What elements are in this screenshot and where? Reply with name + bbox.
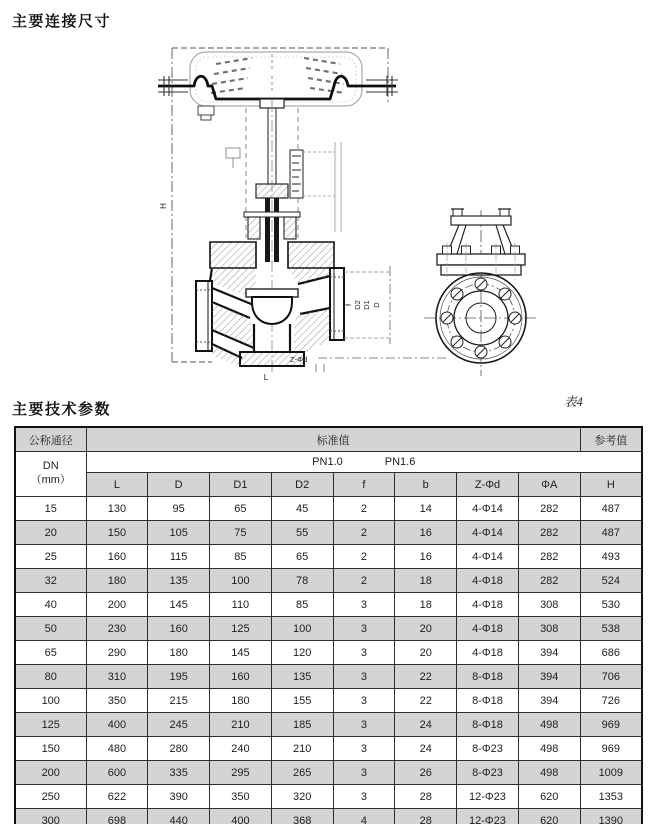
cell-value: 394 bbox=[518, 641, 580, 665]
dim-d1-label: D1 bbox=[362, 300, 371, 310]
cell-value: 2 bbox=[333, 497, 395, 521]
header-dn-unit: （mm） bbox=[30, 474, 71, 486]
cell-value: 20 bbox=[395, 617, 457, 641]
cell-value: 4-Φ18 bbox=[457, 593, 519, 617]
cell-value: 180 bbox=[210, 689, 272, 713]
table-tag: 表4 bbox=[564, 395, 583, 409]
table-row bbox=[15, 785, 642, 809]
cell-value: 16 bbox=[395, 545, 457, 569]
cell-value: 145 bbox=[210, 641, 272, 665]
table-body bbox=[15, 497, 642, 824]
cell-value: 110 bbox=[210, 593, 272, 617]
cell-value: 145 bbox=[148, 593, 210, 617]
cell-value: 498 bbox=[518, 737, 580, 761]
cell-value: 706 bbox=[580, 665, 642, 689]
cell-value: 125 bbox=[210, 617, 272, 641]
cell-value: 493 bbox=[580, 545, 642, 569]
cell-value: 480 bbox=[86, 737, 148, 761]
diaphragm-line bbox=[158, 76, 396, 99]
cell-value: 155 bbox=[271, 689, 333, 713]
cell-value: 215 bbox=[148, 689, 210, 713]
pn-right-label: PN1.6 bbox=[384, 456, 416, 468]
cell-value: 3 bbox=[333, 641, 395, 665]
table-row bbox=[15, 713, 642, 737]
cell-value: 4-Φ14 bbox=[457, 521, 519, 545]
cell-value: 1353 bbox=[580, 785, 642, 809]
section-title-connection: 主要连接尺寸 bbox=[12, 13, 112, 30]
cell-value: 130 bbox=[86, 497, 148, 521]
cell-value: 308 bbox=[518, 593, 580, 617]
cell-value: 290 bbox=[86, 641, 148, 665]
cell-value: 24 bbox=[395, 737, 457, 761]
cell-value: 160 bbox=[86, 545, 148, 569]
param-column-header: D bbox=[148, 473, 210, 497]
cell-value: 55 bbox=[271, 521, 333, 545]
cell-value: 195 bbox=[148, 665, 210, 689]
cell-value: 600 bbox=[86, 761, 148, 785]
cell-value: 4-Φ14 bbox=[457, 497, 519, 521]
cell-value: 3 bbox=[333, 713, 395, 737]
cell-value: 969 bbox=[580, 713, 642, 737]
param-column-header: L bbox=[86, 473, 148, 497]
table-row bbox=[15, 665, 642, 689]
cell-value: 4-Φ18 bbox=[457, 641, 519, 665]
cell-value: 282 bbox=[518, 569, 580, 593]
cell-value: 8-Φ18 bbox=[457, 713, 519, 737]
cell-value: 95 bbox=[148, 497, 210, 521]
table-row bbox=[15, 497, 642, 521]
cell-dn: 150 bbox=[15, 737, 86, 761]
table-row bbox=[15, 737, 642, 761]
header-row-params bbox=[15, 473, 642, 497]
cell-value: 1009 bbox=[580, 761, 642, 785]
cell-dn: 100 bbox=[15, 689, 86, 713]
param-column-header: ΦA bbox=[518, 473, 580, 497]
cell-value: 100 bbox=[210, 569, 272, 593]
cell-value: 85 bbox=[271, 593, 333, 617]
cell-value: 210 bbox=[210, 713, 272, 737]
header-nominal-diameter: 公称通径 bbox=[15, 427, 86, 452]
cell-value: 8-Φ18 bbox=[457, 665, 519, 689]
cell-value: 400 bbox=[86, 713, 148, 737]
cell-value: 538 bbox=[580, 617, 642, 641]
cell-value: 308 bbox=[518, 617, 580, 641]
cell-dn: 15 bbox=[15, 497, 86, 521]
section-title-parameters: 主要技术参数 bbox=[12, 401, 112, 418]
param-column-header: f bbox=[333, 473, 395, 497]
table-row bbox=[15, 545, 642, 569]
cell-value: 22 bbox=[395, 689, 457, 713]
cell-value: 28 bbox=[395, 809, 457, 824]
cell-value: 282 bbox=[518, 545, 580, 569]
actuator-springs bbox=[211, 58, 345, 93]
param-column-header: D1 bbox=[210, 473, 272, 497]
valve-front-view bbox=[158, 48, 448, 382]
cell-value: 240 bbox=[210, 737, 272, 761]
cell-value: 4-Φ18 bbox=[457, 569, 519, 593]
cell-value: 245 bbox=[148, 713, 210, 737]
table-row bbox=[15, 689, 642, 713]
cell-value: 135 bbox=[271, 665, 333, 689]
cell-value: 2 bbox=[333, 521, 395, 545]
cell-value: 3 bbox=[333, 617, 395, 641]
header-dn-text: DN bbox=[42, 460, 59, 473]
cell-value: 390 bbox=[148, 785, 210, 809]
cell-value: 45 bbox=[271, 497, 333, 521]
dim-d2-label: D2 bbox=[353, 300, 362, 310]
cell-value: 115 bbox=[148, 545, 210, 569]
cell-value: 18 bbox=[395, 593, 457, 617]
cell-value: 310 bbox=[86, 665, 148, 689]
cell-value: 440 bbox=[148, 809, 210, 824]
cell-value: 230 bbox=[86, 617, 148, 641]
cell-value: 85 bbox=[210, 545, 272, 569]
cell-value: 3 bbox=[333, 761, 395, 785]
cell-dn: 25 bbox=[15, 545, 86, 569]
dim-d-label: D bbox=[372, 302, 381, 308]
height-dim-label: H bbox=[159, 203, 168, 209]
header-dn bbox=[15, 452, 86, 497]
cell-dn: 125 bbox=[15, 713, 86, 737]
cell-value: 185 bbox=[271, 713, 333, 737]
cell-dn: 32 bbox=[15, 569, 86, 593]
table-row bbox=[15, 617, 642, 641]
cell-value: 394 bbox=[518, 689, 580, 713]
cell-value: 210 bbox=[271, 737, 333, 761]
cell-value: 14 bbox=[395, 497, 457, 521]
cell-dn: 250 bbox=[15, 785, 86, 809]
cell-value: 350 bbox=[86, 689, 148, 713]
cell-value: 969 bbox=[580, 737, 642, 761]
cell-value: 180 bbox=[86, 569, 148, 593]
cell-value: 320 bbox=[271, 785, 333, 809]
cell-value: 150 bbox=[86, 521, 148, 545]
cell-value: 18 bbox=[395, 569, 457, 593]
cell-value: 4 bbox=[333, 809, 395, 824]
cell-value: 3 bbox=[333, 689, 395, 713]
header-standard-value: 标准值 bbox=[86, 427, 580, 452]
dim-f-label: f bbox=[344, 303, 353, 307]
cell-value: 4-Φ18 bbox=[457, 617, 519, 641]
cell-value: 368 bbox=[271, 809, 333, 824]
cell-value: 200 bbox=[86, 593, 148, 617]
cell-dn: 50 bbox=[15, 617, 86, 641]
cell-value: 8-Φ18 bbox=[457, 689, 519, 713]
cell-value: 75 bbox=[210, 521, 272, 545]
cell-value: 498 bbox=[518, 761, 580, 785]
cell-value: 280 bbox=[148, 737, 210, 761]
header-reference-value: 参考值 bbox=[580, 427, 642, 452]
cell-value: 65 bbox=[210, 497, 272, 521]
cell-value: 2 bbox=[333, 545, 395, 569]
flange-dim-labels bbox=[344, 300, 381, 310]
cell-value: 335 bbox=[148, 761, 210, 785]
cell-value: 12-Φ23 bbox=[457, 809, 519, 824]
cell-value: 530 bbox=[580, 593, 642, 617]
cell-value: 4-Φ14 bbox=[457, 545, 519, 569]
cell-dn: 65 bbox=[15, 641, 86, 665]
cell-value: 78 bbox=[271, 569, 333, 593]
bolt-holes-label: Z-Φd bbox=[290, 355, 308, 364]
cell-value: 622 bbox=[86, 785, 148, 809]
cell-value: 282 bbox=[518, 497, 580, 521]
param-column-header: D2 bbox=[271, 473, 333, 497]
table-row bbox=[15, 761, 642, 785]
cell-value: 12-Φ23 bbox=[457, 785, 519, 809]
cell-value: 487 bbox=[580, 521, 642, 545]
table-row bbox=[15, 521, 642, 545]
cell-dn: 40 bbox=[15, 593, 86, 617]
cell-value: 1390 bbox=[580, 809, 642, 824]
cell-value: 105 bbox=[148, 521, 210, 545]
cell-value: 3 bbox=[333, 593, 395, 617]
cell-value: 65 bbox=[271, 545, 333, 569]
cell-value: 686 bbox=[580, 641, 642, 665]
cell-dn: 300 bbox=[15, 809, 86, 824]
cell-value: 135 bbox=[148, 569, 210, 593]
header-row-pn bbox=[15, 452, 642, 473]
cell-value: 498 bbox=[518, 713, 580, 737]
length-dim-label: L bbox=[263, 373, 269, 382]
cell-value: 394 bbox=[518, 665, 580, 689]
cell-value: 26 bbox=[395, 761, 457, 785]
cell-value: 24 bbox=[395, 713, 457, 737]
header-row-groups bbox=[15, 427, 642, 452]
cell-value: 160 bbox=[210, 665, 272, 689]
cell-value: 8-Φ23 bbox=[457, 761, 519, 785]
param-column-header: Z-Φd bbox=[457, 473, 519, 497]
cell-value: 698 bbox=[86, 809, 148, 824]
cell-value: 100 bbox=[271, 617, 333, 641]
header-pn bbox=[86, 452, 642, 473]
pn-left-label: PN1.0 bbox=[312, 456, 343, 468]
table-row bbox=[15, 809, 642, 824]
param-column-header: b bbox=[395, 473, 457, 497]
flange-side-view bbox=[424, 209, 538, 376]
cell-value: 3 bbox=[333, 785, 395, 809]
cell-value: 16 bbox=[395, 521, 457, 545]
cell-value: 3 bbox=[333, 665, 395, 689]
param-column-header: H bbox=[580, 473, 642, 497]
table-row bbox=[15, 593, 642, 617]
cell-value: 2 bbox=[333, 569, 395, 593]
table-row bbox=[15, 641, 642, 665]
cell-value: 400 bbox=[210, 809, 272, 824]
cell-value: 8-Φ23 bbox=[457, 737, 519, 761]
cell-value: 524 bbox=[580, 569, 642, 593]
cell-value: 620 bbox=[518, 809, 580, 824]
cell-dn: 20 bbox=[15, 521, 86, 545]
cell-value: 120 bbox=[271, 641, 333, 665]
cell-value: 295 bbox=[210, 761, 272, 785]
cell-value: 160 bbox=[148, 617, 210, 641]
cell-value: 265 bbox=[271, 761, 333, 785]
cell-dn: 80 bbox=[15, 665, 86, 689]
cell-value: 726 bbox=[580, 689, 642, 713]
cell-dn: 200 bbox=[15, 761, 86, 785]
cell-value: 620 bbox=[518, 785, 580, 809]
cell-value: 22 bbox=[395, 665, 457, 689]
cell-value: 180 bbox=[148, 641, 210, 665]
dimensions-table bbox=[14, 426, 643, 824]
cell-value: 350 bbox=[210, 785, 272, 809]
cell-value: 282 bbox=[518, 521, 580, 545]
cell-value: 3 bbox=[333, 737, 395, 761]
cell-value: 20 bbox=[395, 641, 457, 665]
cell-value: 487 bbox=[580, 497, 642, 521]
table-row bbox=[15, 569, 642, 593]
cell-value: 28 bbox=[395, 785, 457, 809]
